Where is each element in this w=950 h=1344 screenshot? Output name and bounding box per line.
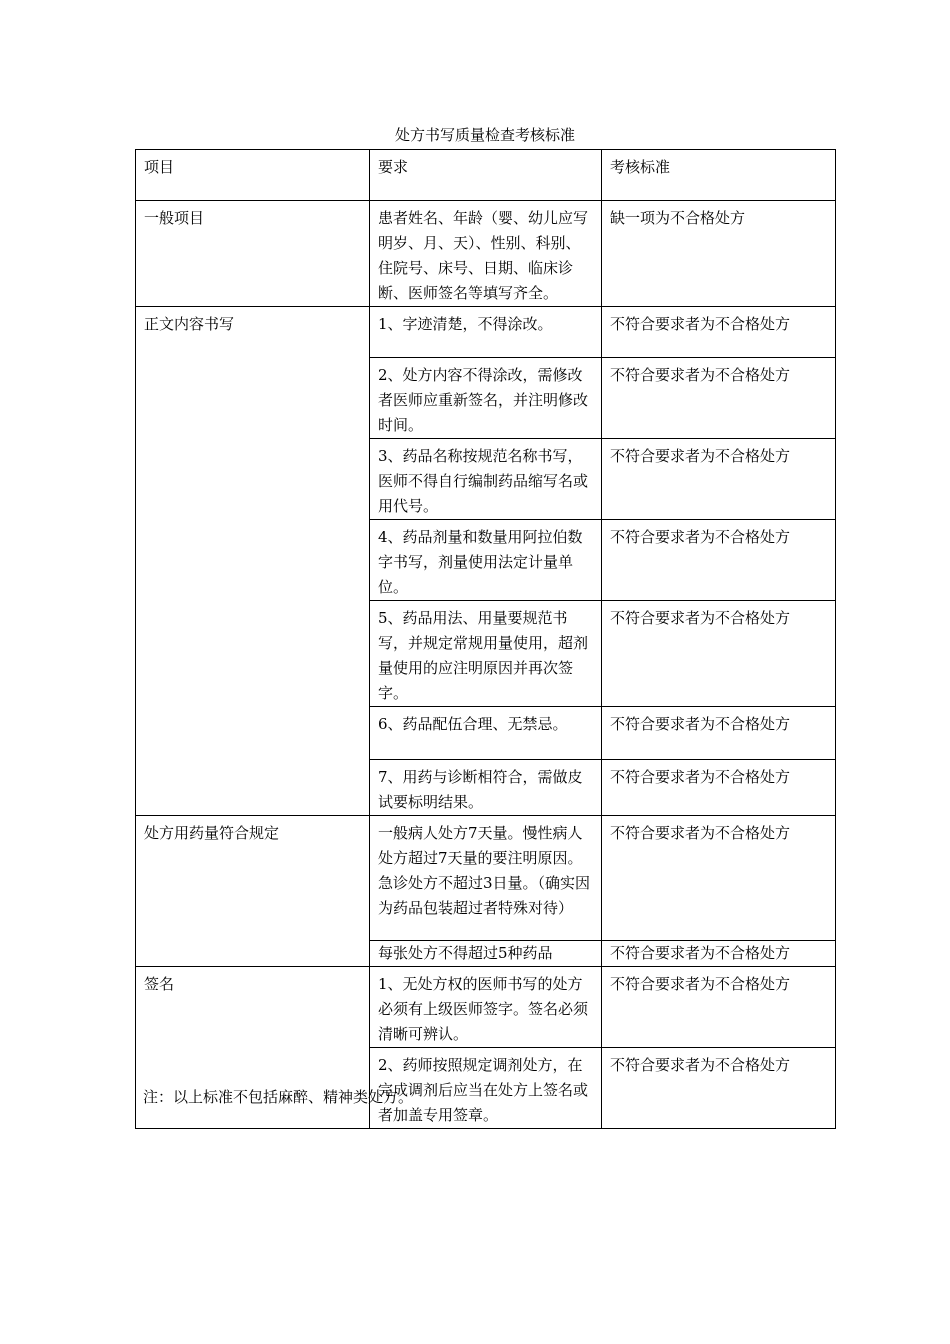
item-cell: 正文内容书写 <box>136 307 370 816</box>
document-title: 处方书写质量检查考核标准 <box>394 126 575 144</box>
item-cell: 签名 <box>136 967 370 1129</box>
item-cell: 一般项目 <box>136 201 370 307</box>
table-row <box>136 201 836 307</box>
requirement-cell: 1、字迹清楚，不得涂改。 <box>370 307 602 358</box>
table-row <box>136 307 836 358</box>
requirement-cell: 7、用药与诊断相符合，需做皮试要标明结果。 <box>370 760 602 816</box>
standard-cell: 不符合要求者为不合格处方 <box>602 816 836 941</box>
header-standard: 考核标准 <box>602 150 836 201</box>
requirement-cell: 2、药师按照规定调剂处方，在完成调剂后应当在处方上签名或者加盖专用签章。 <box>370 1048 602 1129</box>
requirement-cell: 5、药品用法、用量要规范书写，并规定常规用量使用，超剂量使用的应注明原因并再次签字。 <box>370 601 602 707</box>
standard-cell: 不符合要求者为不合格处方 <box>602 707 836 760</box>
item-cell: 处方用药量符合规定 <box>136 816 370 967</box>
requirement-cell: 患者姓名、年龄（婴、幼儿应写明岁、月、天）、性别、科别、住院号、床号、日期、临床诊断、医师签名等填写齐全。 <box>370 201 602 307</box>
requirement-cell: 1、无处方权的医师书写的处方必须有上级医师签字。签名必须清晰可辨认。 <box>370 967 602 1048</box>
standard-cell: 不符合要求者为不合格处方 <box>602 941 836 967</box>
table-header-row <box>136 150 836 201</box>
header-requirement: 要求 <box>370 150 602 201</box>
standard-cell: 不符合要求者为不合格处方 <box>602 760 836 816</box>
requirement-cell: 一般病人处方7天量。慢性病人处方超过7天量的要注明原因。急诊处方不超过3日量。（确实因为药品包装超过者特殊对待） <box>370 816 602 941</box>
standard-cell: 缺一项为不合格处方 <box>602 201 836 307</box>
standard-cell: 不符合要求者为不合格处方 <box>602 520 836 601</box>
requirement-cell: 3、药品名称按规范名称书写，医师不得自行编制药品缩写名或用代号。 <box>370 439 602 520</box>
standard-cell: 不符合要求者为不合格处方 <box>602 307 836 358</box>
standard-cell: 不符合要求者为不合格处方 <box>602 358 836 439</box>
table-row <box>136 967 836 1048</box>
standard-cell: 不符合要求者为不合格处方 <box>602 967 836 1048</box>
requirement-cell: 6、药品配伍合理、无禁忌。 <box>370 707 602 760</box>
requirement-cell: 每张处方不得超过5种药品 <box>370 941 602 967</box>
standard-cell: 不符合要求者为不合格处方 <box>602 439 836 520</box>
footnote: 注：以上标准不包括麻醉、精神类处方。 <box>143 1088 414 1106</box>
standard-cell: 不符合要求者为不合格处方 <box>602 1048 836 1129</box>
standard-cell: 不符合要求者为不合格处方 <box>602 601 836 707</box>
standards-table <box>135 149 836 1129</box>
table-row <box>136 816 836 941</box>
requirement-cell: 4、药品剂量和数量用阿拉伯数字书写，剂量使用法定计量单位。 <box>370 520 602 601</box>
requirement-cell: 2、处方内容不得涂改，需修改者医师应重新签名，并注明修改时间。 <box>370 358 602 439</box>
header-item: 项目 <box>136 150 370 201</box>
